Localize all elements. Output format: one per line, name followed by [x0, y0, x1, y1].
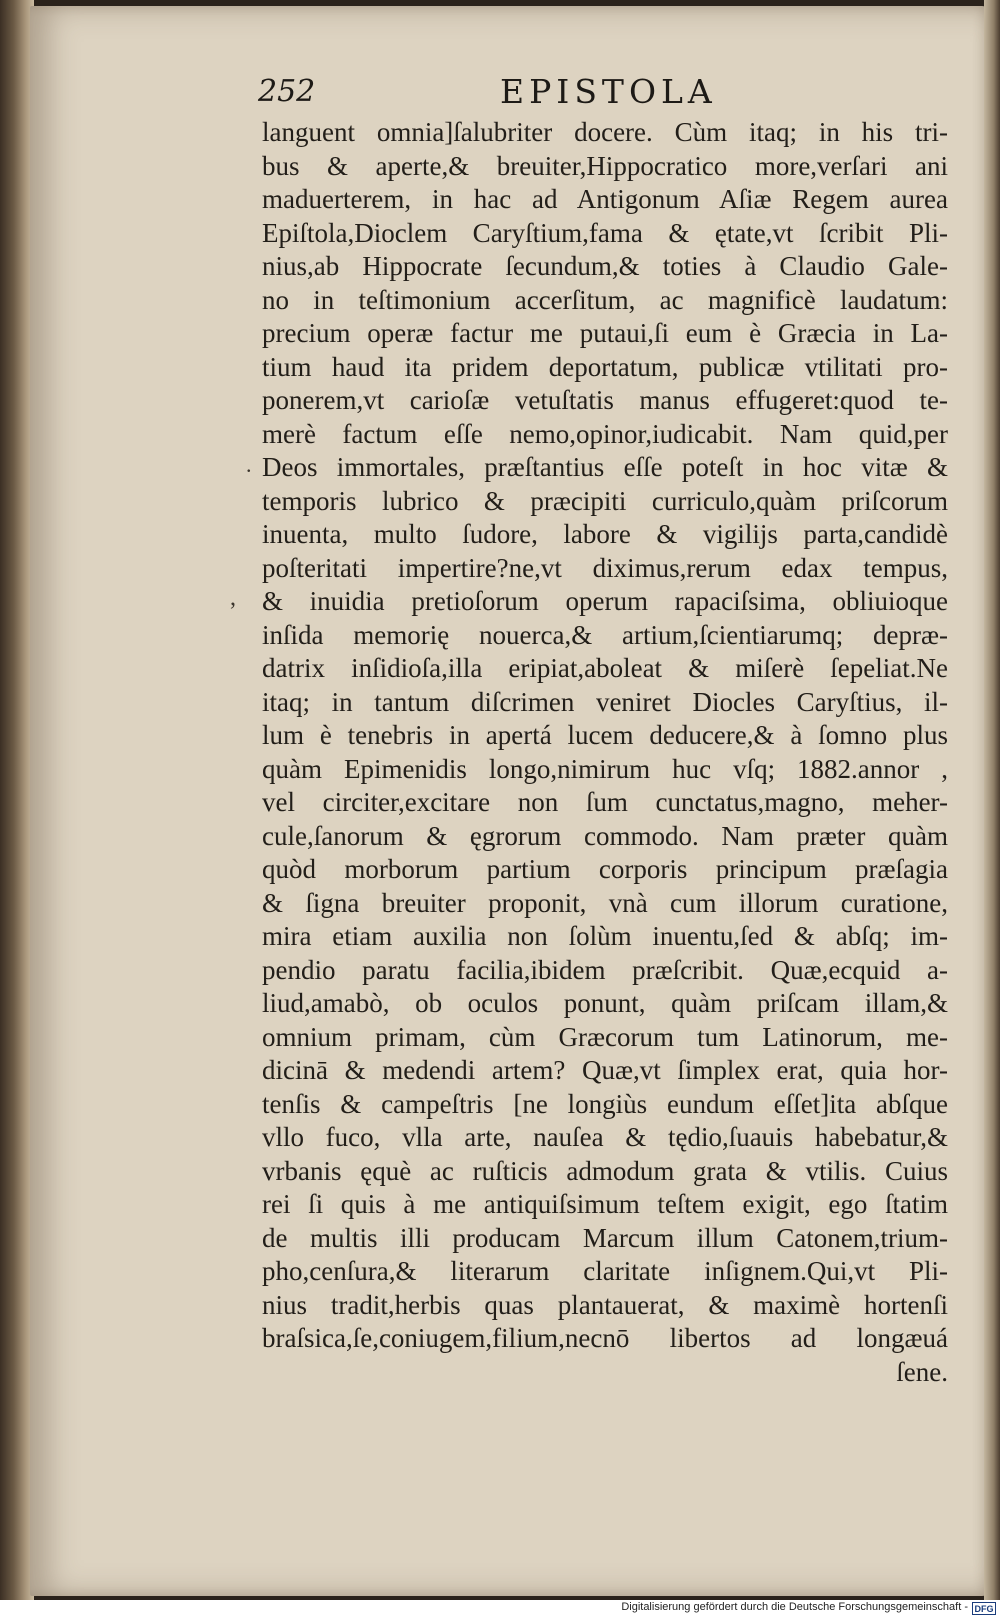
text-line-last: ſene. — [896, 1356, 948, 1387]
text-line: itaq; in tantum diſcrimen veniret Diocles Caryſtius, il- — [262, 686, 948, 717]
text-line: mira etiam auxilia non ſolùm inuentu,ſed & abſq; im- — [262, 921, 948, 951]
text-line: inuenta, multo ſudore, labore & vigilijs parta,candidè — [262, 519, 948, 549]
text-line: inſida memorię nouerca,& artium,ſcientiarumq; depræ- — [262, 619, 948, 650]
text-line: de multis illi producam Marcum illum Catonem,trium- — [262, 1222, 948, 1253]
text-line: & inuidia pretioſorum operum rapaciſsima, obliuioque — [262, 586, 948, 616]
text-line: quàm Epimenidis longo,nimirum huc vſq; 1882.annor , — [262, 753, 948, 784]
text-line: vllo fuco, vlla arte, nauſea & tędio,ſuauis habebatur,& — [262, 1122, 948, 1152]
running-head-title: EPISTOLA — [500, 72, 717, 111]
text-line: maduerterem, in hac ad Antigonum Aſiæ Regem aurea — [262, 184, 948, 214]
text-line: Epiſtola,Dioclem Caryſtium,fama & ętate,vt ſcribit Pli- — [262, 217, 948, 248]
text-line: liud,amabò, ob oculos ponunt, quàm priſcam illam,& — [262, 988, 948, 1018]
text-line: & ſigna breuiter proponit, vnà cum illorum curatione, — [262, 887, 948, 918]
dfg-logo[interactable]: DFG — [972, 1602, 996, 1615]
book-fore-edge — [984, 0, 1000, 1600]
text-line: vel circiter,excitare non ſum cunctatus,magno, meher- — [262, 787, 948, 817]
text-line: no in teſtimonium accerſitum, ac magnificè laudatum: — [262, 284, 948, 315]
text-line: quòd morborum partium corporis principum præſagia — [262, 854, 948, 884]
text-line: omnium primam, cùm Græcorum tum Latinorum, me- — [262, 1021, 948, 1052]
text-line: temporis lubrico & præcipiti curriculo,quàm priſcorum — [262, 485, 948, 516]
text-line: bus & aperte,& breuiter,Hippocratico more,verſari ani — [262, 150, 948, 181]
text-line: tenſis & campeſtris [ne longiùs eundum eſſet]ita abſque — [262, 1088, 948, 1119]
text-line: tium haud ita pridem deportatum, publicæ vtilitati pro- — [262, 351, 948, 382]
footer-credit: Digitalisierung gefördert durch die Deutsche Forschungsgemeinschaft - — [621, 1601, 968, 1613]
text-line: precium operæ factur me putaui,ſi eum è Græcia in La- — [262, 318, 948, 348]
margin-mark-comma: , — [230, 585, 236, 611]
text-line: braſsica,ſe,coniugem,filium,necnō libertos ad longæuá — [262, 1323, 948, 1353]
text-line: nius,ab Hippocrate ſecundum,& toties à Claudio Gale- — [262, 251, 948, 281]
body-text — [262, 116, 948, 1389]
text-line: rei ſi quis à me antiquiſsimum teſtem exigit, ego ſtatim — [262, 1189, 948, 1219]
text-line: pho,cenſura,& literarum claritate inſignem.Qui,vt Pli- — [262, 1256, 948, 1286]
running-head — [258, 72, 948, 116]
text-line: datrix inſidioſa,illa eripiat,aboleat & miſerè ſepeliat.Ne — [262, 653, 948, 683]
text-line: languent omnia]ſalubriter docere. Cùm itaq; in his tri- — [262, 117, 948, 147]
footer-bar — [0, 1600, 1000, 1618]
text-line: nius tradit,herbis quas plantauerat, & maximè hortenſi — [262, 1289, 948, 1320]
text-line: cule,ſanorum & ęgrorum commodo. Nam præter quàm — [262, 820, 948, 851]
margin-mark-dot: . — [246, 452, 252, 477]
text-line: ponerem,vt carioſæ vetuſtatis manus effugeret:quod te- — [262, 385, 948, 415]
book-gutter-edge — [0, 0, 34, 1600]
text-line: pendio paratu facilia,ibidem præſcribit. Quæ,ecquid a- — [262, 954, 948, 985]
text-line: poſteritati impertire?ne,vt diximus,rerum edax tempus, — [262, 552, 948, 583]
text-line: lum è tenebris in apertá lucem deducere,& à ſomno plus — [262, 720, 948, 750]
text-line: dicinā & medendi artem? Quæ,vt ſimplex erat, quia hor- — [262, 1055, 948, 1085]
text-line: vrbanis ęquè ac ruſticis admodum grata & vtilis. Cuius — [262, 1155, 948, 1186]
page-number: 252 — [258, 74, 316, 109]
text-line: Deos immortales, præſtantius eſſe poteſt in hoc vitæ & — [262, 452, 948, 482]
text-line: merè factum eſſe nemo,opinor,iudicabit. Nam quid,per — [262, 418, 948, 449]
